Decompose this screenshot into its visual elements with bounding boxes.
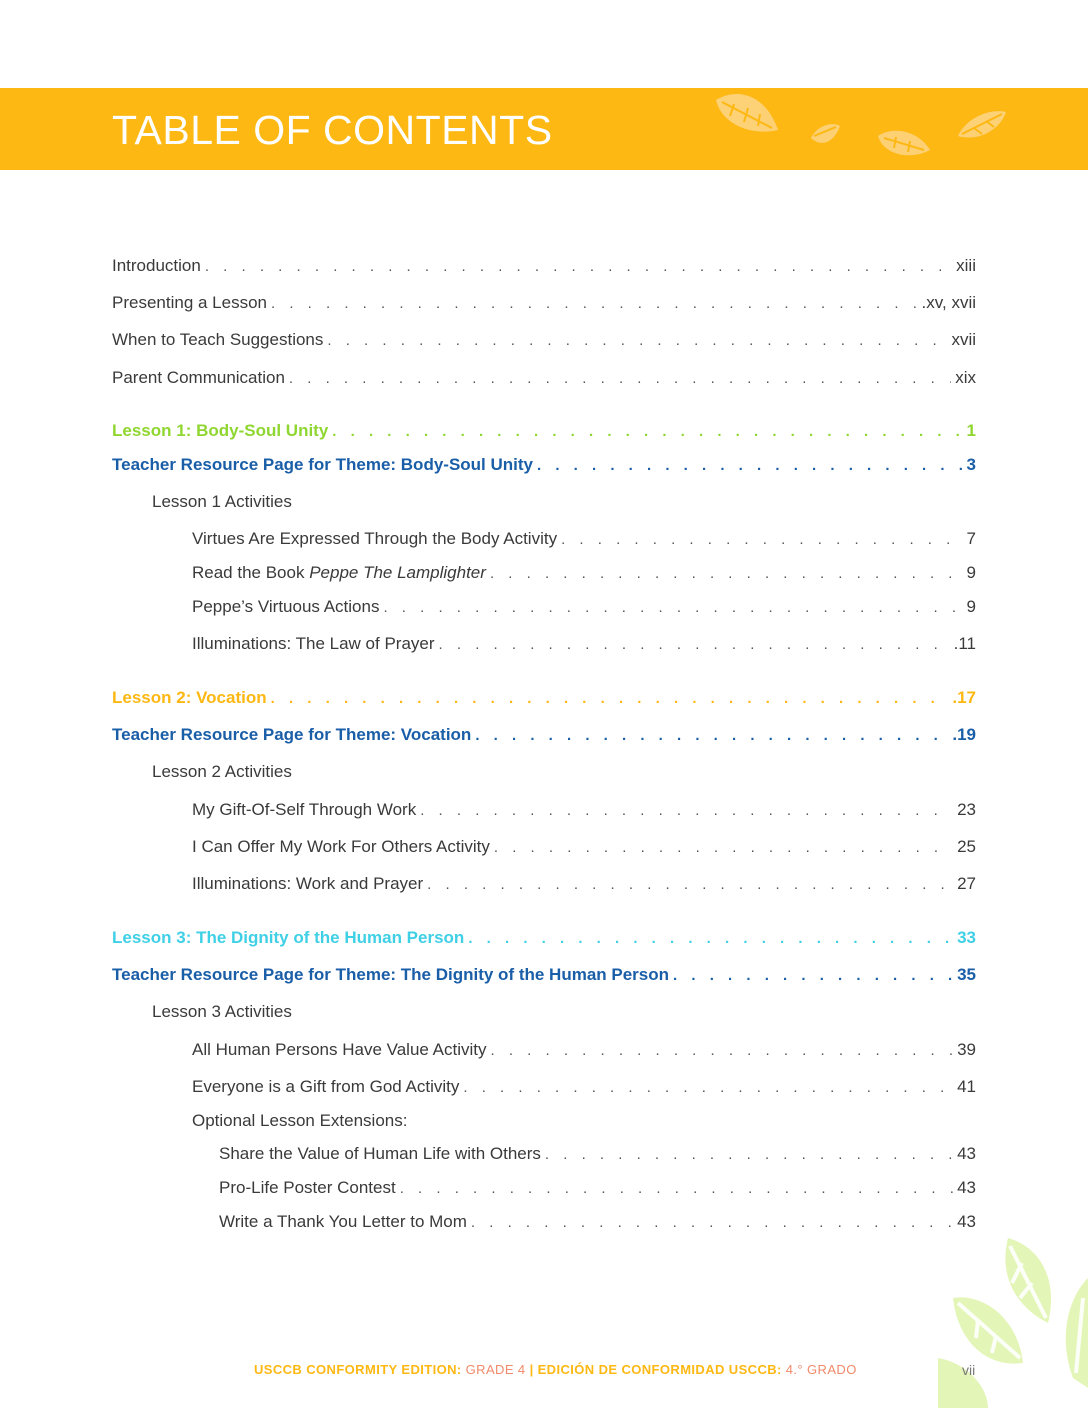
book-title: Peppe The Lamplighter <box>309 563 486 582</box>
toc-entry-activity[interactable]: Read the Book Peppe The Lamplighter . . . 9 <box>192 562 976 585</box>
toc-lesson-1-teacher-resource[interactable]: Teacher Resource Page for Theme: Body-Soul Unity . . . 3 <box>112 454 976 477</box>
toc-entry-activity[interactable]: I Can Offer My Work For Others Activity . . . 25 <box>192 836 976 859</box>
optional-extensions-label: Optional Lesson Extensions: <box>192 1111 408 1130</box>
lesson-3-activities-label: Lesson 3 Activities <box>152 1002 292 1021</box>
toc-lesson-1-heading[interactable]: Lesson 1: Body-Soul Unity . . . 1 <box>112 420 976 443</box>
toc-entry-when-to-teach[interactable]: When to Teach Suggestions . . . xvii <box>112 329 976 352</box>
toc-entry-activity[interactable]: Illuminations: The Law of Prayer . . . .11 <box>192 633 976 656</box>
leaf-icon <box>0 0 1088 200</box>
toc-entry-activity[interactable]: Peppe’s Virtuous Actions . . . 9 <box>192 596 976 619</box>
page-title: TABLE OF CONTENTS <box>112 107 553 153</box>
lesson-2-activities-label: Lesson 2 Activities <box>152 762 292 781</box>
toc-entry-introduction[interactable]: Introduction . . . xiii <box>112 255 976 278</box>
toc-lesson-2-heading[interactable]: Lesson 2: Vocation . . . .17 <box>112 687 976 710</box>
toc-entry-extension[interactable]: Pro-Life Poster Contest . . . 43 <box>219 1177 976 1200</box>
footer-edicion-label: | EDICIÓN DE CONFORMIDAD USCCB: <box>529 1362 782 1377</box>
footer-edition-label: USCCB CONFORMITY EDITION: <box>254 1362 462 1377</box>
toc-entry-activity[interactable]: All Human Persons Have Value Activity . . . 39 <box>192 1039 976 1062</box>
footer-grado: 4.° GRADO <box>781 1362 857 1377</box>
lesson-1-activities-label: Lesson 1 Activities <box>152 492 292 511</box>
toc-entry-activity[interactable]: Everyone is a Gift from God Activity . . . 41 <box>192 1076 976 1099</box>
toc-entry-parent-communication[interactable]: Parent Communication . . . xix <box>112 367 976 390</box>
toc-lesson-3-heading[interactable]: Lesson 3: The Dignity of the Human Person . . . 33 <box>112 927 976 950</box>
page-number: vii <box>962 1362 976 1378</box>
toc-lesson-3-teacher-resource[interactable]: Teacher Resource Page for Theme: The Dignity of the Human Person . . . 35 <box>112 964 976 987</box>
toc-entry-activity[interactable]: Virtues Are Expressed Through the Body Activity . . . 7 <box>192 528 976 551</box>
toc-entry-activity[interactable]: My Gift-Of-Self Through Work . . . 23 <box>192 799 976 822</box>
toc-entry-extension[interactable]: Share the Value of Human Life with Others . . . 43 <box>219 1143 976 1166</box>
toc-lesson-2-teacher-resource[interactable]: Teacher Resource Page for Theme: Vocation . . . .19 <box>112 724 976 747</box>
footer-grade: GRADE 4 <box>461 1362 530 1377</box>
toc-entry-activity[interactable]: Illuminations: Work and Prayer . . . 27 <box>192 873 976 896</box>
toc-entry-extension[interactable]: Write a Thank You Letter to Mom . . . 43 <box>219 1211 976 1234</box>
toc-entry-presenting-a-lesson[interactable]: Presenting a Lesson . . . .xv, xvii <box>112 292 976 315</box>
footer-edition-text <box>254 1361 857 1379</box>
corner-leaf-icon <box>938 1238 1088 1408</box>
